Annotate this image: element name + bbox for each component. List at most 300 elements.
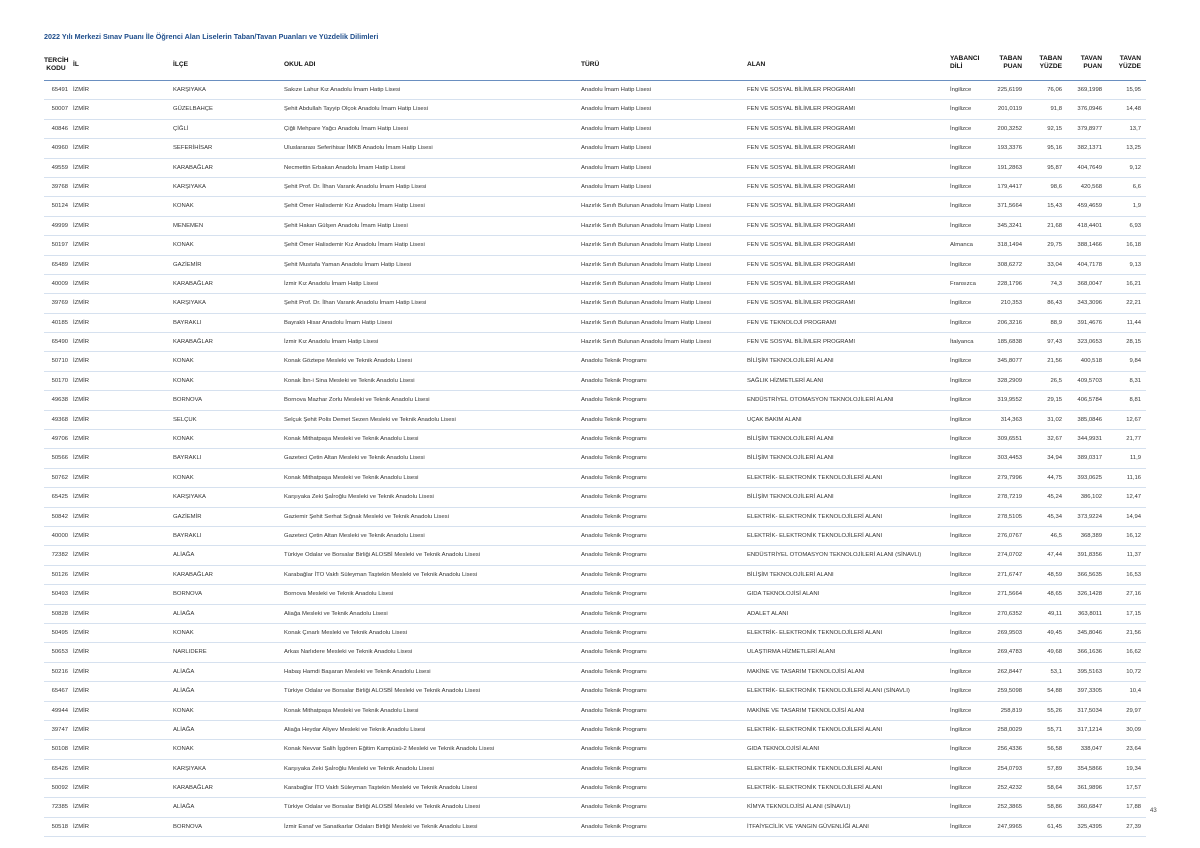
cell-il: İZMİR <box>73 203 90 210</box>
cell-alan: ULAŞTIRMA HİZMETLERİ ALANI <box>747 649 836 656</box>
cell-taban-puan: 210,353 <box>1000 300 1022 307</box>
cell-taban-yuzde: 46,5 <box>1050 532 1062 539</box>
cell-alan: FEN VE TEKNOLOJİ PROGRAMI <box>747 319 837 326</box>
cell-ilce: GÜZELBAHÇE <box>173 106 213 113</box>
cell-yabanci-dili: İngilizce <box>950 125 972 132</box>
cell-taban-puan: 314,363 <box>1000 416 1022 423</box>
cell-taban-yuzde: 56,58 <box>1047 746 1062 753</box>
cell-taban-yuzde: 49,45 <box>1047 629 1062 636</box>
cell-okul-adi: Aliağa Heydar Aliyev Mesleki ve Teknik Anadolu Lisesi <box>284 726 426 733</box>
table-row <box>44 411 1146 430</box>
cell-ilce: BORNOVA <box>173 591 203 598</box>
table-row <box>44 682 1146 701</box>
cell-taban-yuzde: 74,3 <box>1050 280 1062 287</box>
table-row <box>44 546 1146 565</box>
cell-tavan-puan: 391,4676 <box>1077 319 1102 326</box>
table-header <box>44 52 1146 81</box>
cell-alan: BİLİŞİM TEKNOLOJİLERİ ALANI <box>747 358 834 365</box>
cell-taban-yuzde: 98,6 <box>1050 183 1062 190</box>
cell-taban-yuzde: 57,89 <box>1047 765 1062 772</box>
cell-turu: Anadolu İmam Hatip Lisesi <box>581 164 652 171</box>
cell-turu: Hazırlık Sınıfı Bulunan Anadolu İmam Hatip Lisesi <box>581 203 711 210</box>
cell-tavan-puan: 395,5163 <box>1077 668 1102 675</box>
cell-taban-yuzde: 29,75 <box>1047 242 1062 249</box>
cell-yabanci-dili: İngilizce <box>950 87 972 93</box>
cell-turu: Anadolu İmam Hatip Lisesi <box>581 145 652 152</box>
header-ty-line1: TABAN <box>1039 55 1062 62</box>
cell-alan: ENDÜSTRİYEL OTOMASYON TEKNOLOJİLERİ ALANI (SİNAVLI) <box>747 552 922 559</box>
cell-tercih-kodu: 50828 <box>51 610 68 617</box>
cell-il: İZMİR <box>73 804 90 811</box>
cell-tavan-yuzde: 11,16 <box>1126 474 1141 481</box>
cell-tavan-puan: 338,047 <box>1080 746 1102 753</box>
cell-il: İZMİR <box>73 416 90 423</box>
cell-alan: MAKİNE VE TASARIM TEKNOLOJİSİ ALANI <box>747 668 865 675</box>
cell-yabanci-dili: İngilizce <box>950 804 972 811</box>
header-alan: ALAN <box>747 61 766 68</box>
cell-il: İZMİR <box>73 106 90 113</box>
cell-ilce: NARLIDERE <box>173 649 207 656</box>
cell-turu: Anadolu Teknik Programı <box>581 707 647 714</box>
cell-il: İZMİR <box>73 513 90 520</box>
cell-il: İZMİR <box>73 358 90 365</box>
cell-taban-yuzde: 15,43 <box>1047 203 1062 210</box>
cell-taban-puan: 254,0793 <box>997 765 1022 772</box>
cell-taban-yuzde: 44,75 <box>1047 474 1062 481</box>
cell-alan: BİLİŞİM TEKNOLOJİLERİ ALANI <box>747 494 834 501</box>
cell-ilce: ALİAĞA <box>173 726 195 733</box>
header-tp-line1: TABAN <box>999 55 1022 62</box>
cell-tavan-puan: 379,8977 <box>1077 125 1102 132</box>
cell-tavan-yuzde: 16,18 <box>1126 242 1141 249</box>
cell-turu: Anadolu Teknik Programı <box>581 785 647 792</box>
table-row <box>44 508 1146 527</box>
cell-alan: ELEKTRİK- ELEKTRONİK TEKNOLOJİLERİ ALANI <box>747 513 883 520</box>
cell-tercih-kodu: 50197 <box>51 242 68 249</box>
cell-yabanci-dili: İngilizce <box>950 261 972 268</box>
cell-tavan-puan: 343,3096 <box>1077 300 1102 307</box>
table-row <box>44 275 1146 294</box>
cell-tercih-kodu: 50124 <box>51 203 68 210</box>
cell-il: İZMİR <box>73 688 90 695</box>
cell-alan: FEN VE SOSYAL BİLİMLER PROGRAMI <box>747 106 856 113</box>
cell-tavan-puan: 404,7178 <box>1077 261 1102 268</box>
cell-okul-adi: İzmir Esnaf ve Sanatkarlar Odaları Birliği Mesleki ve Teknik Anadolu Lisesi <box>284 823 478 830</box>
cell-tercih-kodu: 50216 <box>51 668 68 675</box>
cell-ilce: KONAK <box>173 707 194 714</box>
page-number: 43 <box>1150 808 1157 814</box>
cell-turu: Anadolu İmam Hatip Lisesi <box>581 87 652 93</box>
cell-il: İZMİR <box>73 145 90 152</box>
cell-tavan-puan: 361,9896 <box>1077 785 1102 792</box>
cell-il: İZMİR <box>73 591 90 598</box>
table-row <box>44 178 1146 197</box>
table-row <box>44 818 1146 837</box>
cell-turu: Anadolu Teknik Programı <box>581 436 647 443</box>
cell-taban-yuzde: 21,56 <box>1047 358 1062 365</box>
cell-taban-yuzde: 92,15 <box>1047 125 1062 132</box>
cell-turu: Anadolu Teknik Programı <box>581 416 647 423</box>
cell-tavan-yuzde: 17,88 <box>1126 804 1141 811</box>
cell-turu: Anadolu Teknik Programı <box>581 746 647 753</box>
cell-alan: FEN VE SOSYAL BİLİMLER PROGRAMI <box>747 183 856 190</box>
table-row <box>44 100 1146 119</box>
header-yabanci-dili <box>950 55 979 70</box>
cell-okul-adi: İzmir Kız Anadolu İmam Hatip Lisesi <box>284 339 379 346</box>
cell-tercih-kodu: 50762 <box>51 474 68 481</box>
cell-ilce: KARABAĞLAR <box>173 280 213 287</box>
cell-tercih-kodu: 50518 <box>51 823 68 830</box>
cell-turu: Anadolu Teknik Programı <box>581 804 647 811</box>
cell-tercih-kodu: 49559 <box>51 164 68 171</box>
cell-okul-adi: Türkiye Odalar ve Borsalar Birliği ALOSBİ Mesleki ve Teknik Anadolu Lisesi <box>284 688 481 695</box>
cell-taban-yuzde: 45,34 <box>1047 513 1062 520</box>
cell-turu: Anadolu Teknik Programı <box>581 765 647 772</box>
cell-yabanci-dili: Fransızca <box>950 280 976 287</box>
header-taban-puan <box>992 55 1022 70</box>
cell-tavan-puan: 382,1371 <box>1077 145 1102 152</box>
header-tavan-puan <box>1071 55 1102 70</box>
cell-okul-adi: Necmettin Erbakan Anadolu İmam Hatip Lisesi <box>284 164 406 171</box>
cell-turu: Anadolu Teknik Programı <box>581 610 647 617</box>
cell-taban-puan: 278,5105 <box>997 513 1022 520</box>
cell-taban-puan: 303,4453 <box>997 455 1022 462</box>
cell-alan: UÇAK BAKIM ALANI <box>747 416 802 423</box>
cell-taban-yuzde: 53,1 <box>1050 668 1062 675</box>
cell-tavan-yuzde: 10,72 <box>1126 668 1141 675</box>
cell-tavan-puan: 368,389 <box>1080 532 1102 539</box>
cell-tercih-kodu: 49706 <box>51 436 68 443</box>
cell-tavan-puan: 393,0625 <box>1077 474 1102 481</box>
cell-ilce: KARABAĞLAR <box>173 571 213 578</box>
header-il: İL <box>73 61 79 68</box>
cell-il: İZMİR <box>73 339 90 346</box>
cell-tercih-kodu: 65426 <box>51 765 68 772</box>
cell-okul-adi: Şehit Ömer Halisdemir Kız Anadolu İmam Hatip Lisesi <box>284 242 425 249</box>
cell-tavan-yuzde: 27,39 <box>1126 823 1141 830</box>
cell-yabanci-dili: İngilizce <box>950 785 972 792</box>
cell-alan: ELEKTRİK- ELEKTRONİK TEKNOLOJİLERİ ALANI <box>747 532 883 539</box>
cell-okul-adi: Sakıze Lahur Kız Anadolu İmam Hatip Lisesi <box>284 87 401 93</box>
cell-tavan-puan: 391,8356 <box>1077 552 1102 559</box>
cell-ilce: BAYRAKLI <box>173 455 202 462</box>
cell-okul-adi: Konak Mithatpaşa Mesleki ve Teknik Anadolu Lisesi <box>284 436 419 443</box>
cell-yabanci-dili: İngilizce <box>950 513 972 520</box>
cell-taban-puan: 206,3216 <box>997 319 1022 326</box>
cell-turu: Anadolu Teknik Programı <box>581 455 647 462</box>
cell-yabanci-dili: İngilizce <box>950 164 972 171</box>
cell-ilce: KONAK <box>173 474 194 481</box>
header-ty-line2: YÜZDE <box>1039 62 1062 70</box>
cell-tercih-kodu: 39747 <box>51 726 68 733</box>
cell-turu: Anadolu Teknik Programı <box>581 397 647 404</box>
cell-il: İZMİR <box>73 261 90 268</box>
cell-turu: Anadolu Teknik Programı <box>581 358 647 365</box>
header-kod-line1: TERCİH <box>44 57 69 64</box>
cell-taban-puan: 185,6838 <box>997 339 1022 346</box>
cell-tercih-kodu: 39769 <box>51 300 68 307</box>
cell-okul-adi: Habaş Hamdi Başaran Mesleki ve Teknik Anadolu Lisesi <box>284 668 431 675</box>
cell-alan: ELEKTRİK- ELEKTRONİK TEKNOLOJİLERİ ALANI (SİNAVLI) <box>747 688 910 695</box>
cell-tavan-puan: 373,9224 <box>1077 513 1102 520</box>
cell-taban-yuzde: 58,64 <box>1047 785 1062 792</box>
cell-taban-yuzde: 97,43 <box>1047 339 1062 346</box>
cell-tercih-kodu: 72382 <box>51 552 68 559</box>
cell-yabanci-dili: İngilizce <box>950 552 972 559</box>
cell-alan: BİLİŞİM TEKNOLOJİLERİ ALANI <box>747 436 834 443</box>
cell-tercih-kodu: 50653 <box>51 649 68 656</box>
table-row <box>44 333 1146 352</box>
cell-turu: Hazırlık Sınıfı Bulunan Anadolu İmam Hatip Lisesi <box>581 222 711 229</box>
cell-tavan-yuzde: 16,12 <box>1126 532 1141 539</box>
cell-il: İZMİR <box>73 649 90 656</box>
cell-tercih-kodu: 50842 <box>51 513 68 520</box>
cell-tavan-puan: 389,0317 <box>1077 455 1102 462</box>
cell-tavan-puan: 404,7649 <box>1077 164 1102 171</box>
cell-turu: Hazırlık Sınıfı Bulunan Anadolu İmam Hatip Lisesi <box>581 319 711 326</box>
cell-turu: Anadolu Teknik Programı <box>581 571 647 578</box>
cell-turu: Anadolu İmam Hatip Lisesi <box>581 125 652 132</box>
cell-turu: Anadolu Teknik Programı <box>581 688 647 695</box>
cell-tavan-puan: 385,0846 <box>1077 416 1102 423</box>
header-tavan-yuzde <box>1110 55 1141 70</box>
cell-taban-yuzde: 55,71 <box>1047 726 1062 733</box>
cell-yabanci-dili: İngilizce <box>950 649 972 656</box>
cell-tavan-puan: 418,4401 <box>1077 222 1102 229</box>
table-row <box>44 605 1146 624</box>
cell-ilce: KONAK <box>173 242 194 249</box>
cell-okul-adi: Gazeteci Çetin Altan Mesleki ve Teknik Anadolu Lisesi <box>284 455 425 462</box>
cell-tercih-kodu: 49638 <box>51 397 68 404</box>
cell-tercih-kodu: 50126 <box>51 571 68 578</box>
cell-taban-puan: 262,8447 <box>997 668 1022 675</box>
cell-okul-adi: Şehit Hakan Gülşen Anadolu İmam Hatip Lisesi <box>284 222 408 229</box>
cell-il: İZMİR <box>73 707 90 714</box>
school-score-table <box>44 52 1146 837</box>
cell-ilce: KARŞIYAKA <box>173 183 206 190</box>
cell-yabanci-dili: İngilizce <box>950 455 972 462</box>
table-row <box>44 314 1146 333</box>
cell-alan: İTFAİYECİLİK VE YANGIN GÜVENLİĞİ ALANI <box>747 823 869 830</box>
cell-taban-yuzde: 55,26 <box>1047 707 1062 714</box>
cell-taban-puan: 345,3241 <box>997 222 1022 229</box>
cell-tavan-yuzde: 9,84 <box>1129 358 1141 365</box>
cell-tavan-puan: 344,9931 <box>1077 436 1102 443</box>
cell-tavan-yuzde: 28,15 <box>1126 339 1141 346</box>
table-row <box>44 469 1146 488</box>
cell-alan: FEN VE SOSYAL BİLİMLER PROGRAMI <box>747 300 856 307</box>
cell-il: İZMİR <box>73 765 90 772</box>
cell-taban-puan: 256,4336 <box>997 746 1022 753</box>
cell-ilce: ÇİĞLİ <box>173 125 189 132</box>
header-vp-line1: TAVAN <box>1080 55 1102 62</box>
cell-ilce: GAZİEMİR <box>173 261 202 268</box>
cell-turu: Hazırlık Sınıfı Bulunan Anadolu İmam Hatip Lisesi <box>581 242 711 249</box>
cell-ilce: KARŞIYAKA <box>173 300 206 307</box>
table-row <box>44 798 1146 817</box>
cell-tavan-yuzde: 15,95 <box>1126 87 1141 93</box>
table-row <box>44 159 1146 178</box>
cell-taban-yuzde: 47,44 <box>1047 552 1062 559</box>
cell-ilce: BAYRAKLI <box>173 319 202 326</box>
cell-yabanci-dili: İngilizce <box>950 610 972 617</box>
cell-okul-adi: Türkiye Odalar ve Borsalar Birliği ALOSBİ Mesleki ve Teknik Anadolu Lisesi <box>284 552 481 559</box>
cell-alan: KİMYA TEKNOLOJİSİ ALANI (SİNAVLI) <box>747 804 851 811</box>
cell-tavan-yuzde: 19,34 <box>1126 765 1141 772</box>
cell-il: İZMİR <box>73 280 90 287</box>
cell-taban-yuzde: 34,94 <box>1047 455 1062 462</box>
table-row <box>44 139 1146 158</box>
cell-yabanci-dili: İngilizce <box>950 358 972 365</box>
cell-okul-adi: Aliağa Mesleki ve Teknik Anadolu Lisesi <box>284 610 388 617</box>
cell-yabanci-dili: İngilizce <box>950 571 972 578</box>
cell-ilce: ALİAĞA <box>173 610 195 617</box>
cell-taban-yuzde: 49,68 <box>1047 649 1062 656</box>
cell-tercih-kodu: 39768 <box>51 183 68 190</box>
cell-il: İZMİR <box>73 436 90 443</box>
cell-tavan-yuzde: 10,4 <box>1129 688 1141 695</box>
header-tp-line2: PUAN <box>1003 62 1022 70</box>
cell-il: İZMİR <box>73 726 90 733</box>
cell-taban-yuzde: 45,24 <box>1047 494 1062 501</box>
cell-taban-yuzde: 61,45 <box>1047 823 1062 830</box>
table-row <box>44 372 1146 391</box>
cell-taban-puan: 328,2909 <box>997 377 1022 384</box>
cell-turu: Hazırlık Sınıfı Bulunan Anadolu İmam Hatip Lisesi <box>581 280 711 287</box>
cell-yabanci-dili: İngilizce <box>950 494 972 501</box>
cell-alan: FEN VE SOSYAL BİLİMLER PROGRAMI <box>747 261 856 268</box>
cell-tercih-kodu: 50566 <box>51 455 68 462</box>
cell-okul-adi: Selçuk Şehit Polis Demet Sezen Mesleki ve Teknik Anadolu Lisesi <box>284 416 456 423</box>
cell-il: İZMİR <box>73 668 90 675</box>
cell-il: İZMİR <box>73 785 90 792</box>
cell-il: İZMİR <box>73 242 90 249</box>
table-row <box>44 256 1146 275</box>
cell-turu: Anadolu Teknik Programı <box>581 823 647 830</box>
cell-yabanci-dili: İngilizce <box>950 300 972 307</box>
cell-taban-puan: 318,1494 <box>997 242 1022 249</box>
cell-tavan-yuzde: 1,9 <box>1132 203 1141 210</box>
cell-taban-yuzde: 32,67 <box>1047 436 1062 443</box>
cell-yabanci-dili: İngilizce <box>950 726 972 733</box>
cell-ilce: BAYRAKLI <box>173 532 202 539</box>
table-row <box>44 294 1146 313</box>
table-row <box>44 217 1146 236</box>
cell-il: İZMİR <box>73 455 90 462</box>
cell-turu: Anadolu Teknik Programı <box>581 591 647 598</box>
cell-taban-yuzde: 49,11 <box>1047 610 1062 617</box>
cell-il: İZMİR <box>73 746 90 753</box>
cell-tavan-yuzde: 6,93 <box>1129 222 1141 229</box>
cell-ilce: BORNOVA <box>173 397 203 404</box>
header-okul-adi: OKUL ADI <box>284 61 316 68</box>
cell-yabanci-dili: İngilizce <box>950 746 972 753</box>
cell-yabanci-dili: İngilizce <box>950 707 972 714</box>
cell-okul-adi: Konak İbn-i Sina Mesleki ve Teknik Anadolu Lisesi <box>284 377 415 384</box>
cell-tavan-puan: 363,8011 <box>1077 610 1102 617</box>
cell-taban-yuzde: 95,87 <box>1047 164 1062 171</box>
cell-tercih-kodu: 40846 <box>51 125 68 132</box>
cell-taban-puan: 247,9965 <box>997 823 1022 830</box>
cell-tavan-yuzde: 8,81 <box>1129 397 1141 404</box>
cell-okul-adi: Şehit Prof. Dr. İlhan Varank Anadolu İmam Hatip Lisesi <box>284 300 427 307</box>
cell-ilce: KONAK <box>173 358 194 365</box>
cell-taban-yuzde: 86,43 <box>1047 300 1062 307</box>
table-row <box>44 740 1146 759</box>
cell-alan: MAKİNE VE TASARIM TEKNOLOJİSİ ALANI <box>747 707 865 714</box>
table-row <box>44 585 1146 604</box>
cell-tercih-kodu: 65491 <box>51 87 68 93</box>
cell-alan: GIDA TEKNOLOJİSİ ALANI <box>747 591 820 598</box>
cell-yabanci-dili: İngilizce <box>950 532 972 539</box>
cell-ilce: KONAK <box>173 436 194 443</box>
cell-tavan-puan: 354,5866 <box>1077 765 1102 772</box>
cell-tavan-yuzde: 8,31 <box>1129 377 1141 384</box>
cell-il: İZMİR <box>73 823 90 830</box>
cell-tavan-puan: 368,0047 <box>1077 280 1102 287</box>
cell-okul-adi: Konak Nevvar Salih İşgören Eğitim Kampüsü-2 Mesleki ve Teknik Anadolu Lisesi <box>284 746 495 753</box>
cell-tavan-puan: 323,0653 <box>1077 339 1102 346</box>
header-vy-line1: TAVAN <box>1119 55 1141 62</box>
cell-turu: Anadolu Teknik Programı <box>581 629 647 636</box>
cell-ilce: GAZİEMİR <box>173 513 202 520</box>
cell-turu: Hazırlık Sınıfı Bulunan Anadolu İmam Hatip Lisesi <box>581 261 711 268</box>
cell-yabanci-dili: İngilizce <box>950 765 972 772</box>
cell-ilce: ALİAĞA <box>173 668 195 675</box>
cell-okul-adi: Arkas Narlıdere Mesleki ve Teknik Anadolu Lisesi <box>284 649 413 656</box>
cell-alan: BİLİŞİM TEKNOLOJİLERİ ALANI <box>747 571 834 578</box>
cell-yabanci-dili: İngilizce <box>950 222 972 229</box>
cell-okul-adi: Çiğli Mehpare Yağcı Anadolu İmam Hatip Lisesi <box>284 125 408 132</box>
cell-ilce: KONAK <box>173 629 194 636</box>
cell-alan: FEN VE SOSYAL BİLİMLER PROGRAMI <box>747 87 856 93</box>
cell-taban-puan: 371,5664 <box>997 203 1022 210</box>
table-row <box>44 624 1146 643</box>
cell-okul-adi: Bornova Mazhar Zorlu Mesleki ve Teknik Anadolu Lisesi <box>284 397 430 404</box>
cell-ilce: ALİAĞA <box>173 804 195 811</box>
table-row <box>44 120 1146 139</box>
cell-alan: FEN VE SOSYAL BİLİMLER PROGRAMI <box>747 145 856 152</box>
cell-ilce: ALİAĞA <box>173 688 195 695</box>
header-vp-line2: PUAN <box>1083 62 1102 70</box>
cell-yabanci-dili: İngilizce <box>950 474 972 481</box>
cell-il: İZMİR <box>73 397 90 404</box>
header-dil-line1: YABANCI <box>950 55 980 62</box>
header-vy-line2: YÜZDE <box>1118 62 1141 70</box>
cell-tercih-kodu: 49999 <box>51 222 68 229</box>
cell-okul-adi: Şehit Abdullah Tayyip Olçok Anadolu İmam Hatip Lisesi <box>284 106 428 113</box>
cell-ilce: KARŞIYAKA <box>173 494 206 501</box>
cell-ilce: KARABAĞLAR <box>173 164 213 171</box>
cell-ilce: ALİAĞA <box>173 552 195 559</box>
cell-alan: ELEKTRİK- ELEKTRONİK TEKNOLOJİLERİ ALANI <box>747 726 883 733</box>
cell-taban-yuzde: 21,68 <box>1047 222 1062 229</box>
cell-alan: SAĞLIK HİZMETLERİ ALANI <box>747 377 824 384</box>
cell-tercih-kodu: 50007 <box>51 106 68 113</box>
cell-yabanci-dili: İngilizce <box>950 183 972 190</box>
table-row <box>44 760 1146 779</box>
cell-tavan-yuzde: 11,44 <box>1126 319 1141 326</box>
cell-yabanci-dili: İngilizce <box>950 668 972 675</box>
cell-taban-puan: 276,0767 <box>997 532 1022 539</box>
table-row <box>44 352 1146 371</box>
cell-okul-adi: Konak Mithatpaşa Mesleki ve Teknik Anadolu Lisesi <box>284 707 419 714</box>
cell-alan: FEN VE SOSYAL BİLİMLER PROGRAMI <box>747 339 856 346</box>
header-ilce: İLÇE <box>173 61 189 68</box>
cell-tercih-kodu: 40185 <box>51 319 68 326</box>
cell-tavan-yuzde: 23,64 <box>1126 746 1141 753</box>
cell-turu: Anadolu İmam Hatip Lisesi <box>581 106 652 113</box>
